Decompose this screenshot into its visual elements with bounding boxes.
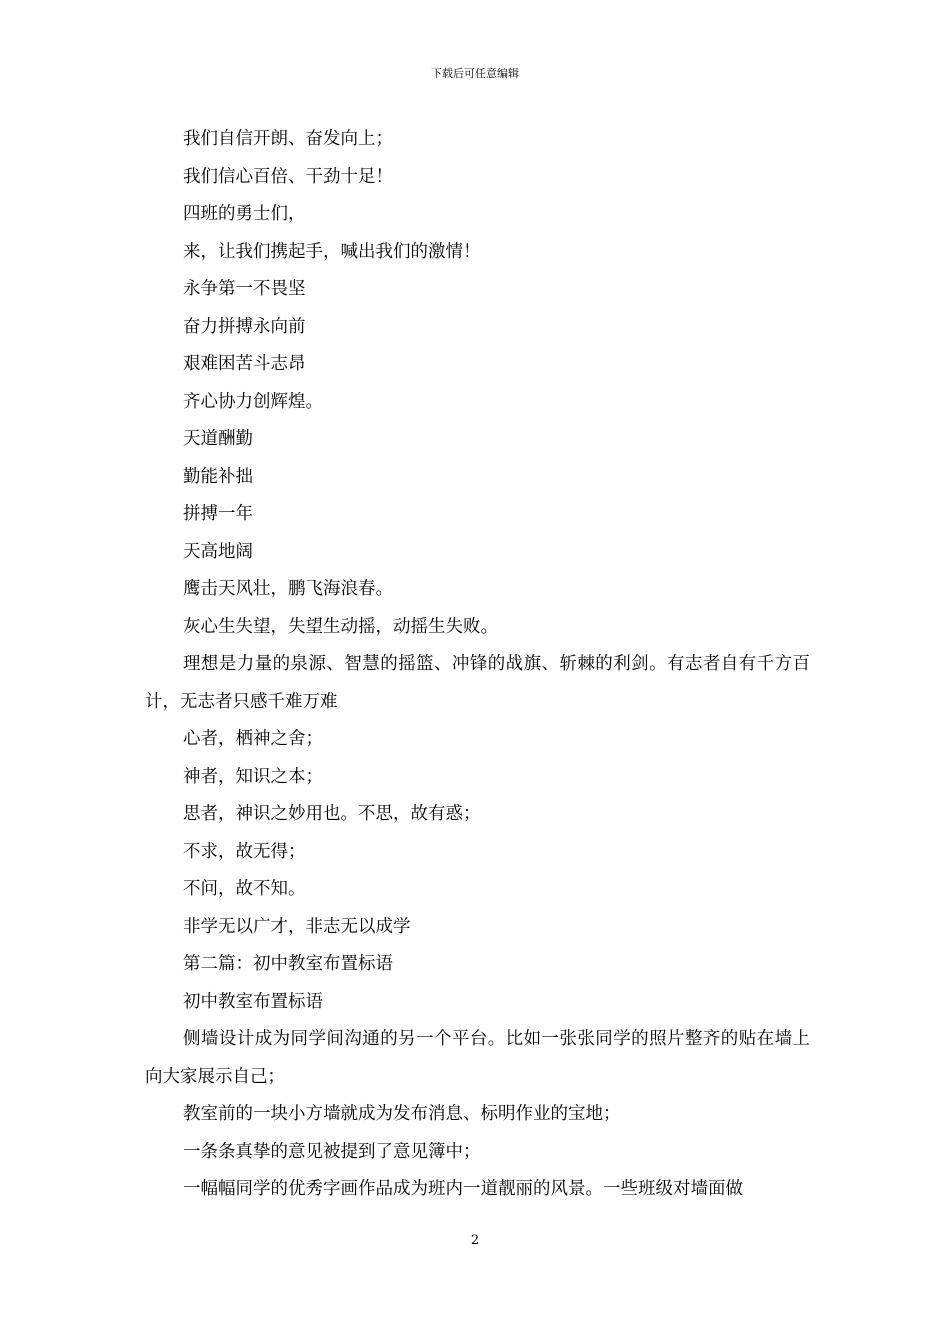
paragraph: 我们自信开朗、奋发向上； [183, 129, 393, 149]
paragraph: 不问，故不知。 [183, 879, 306, 899]
paragraph: 鹰击天风壮，鹏飞海浪春。 [183, 579, 393, 599]
paragraph: 四班的勇士们， [183, 204, 306, 224]
paragraph: 教室前的一块小方墙就成为发布消息、标明作业的宝地； [183, 1104, 621, 1124]
section-heading: 第二篇：初中教室布置标语 [183, 954, 393, 974]
page-number: 2 [470, 1233, 480, 1248]
paragraph: 理想是力量的泉源、智慧的摇篮、冲锋的战旗、斩棘的利剑。有志者自有千方百计，无志者只感千难万难 [145, 654, 810, 712]
document-body [145, 121, 810, 1209]
paragraph: 天高地阔 [183, 541, 253, 562]
paragraph: 心者，栖神之舍； [183, 729, 323, 749]
paragraph: 艰难困苦斗志昂 [183, 354, 306, 374]
paragraph: 拼搏一年 [183, 504, 253, 524]
section-subtitle: 初中教室布置标语 [183, 991, 323, 1012]
paragraph: 一条条真挚的意见被提到了意见簿中； [183, 1141, 481, 1162]
paragraph: 永争第一不畏坚 [183, 279, 306, 299]
paragraph: 天道酬勤 [183, 429, 253, 449]
paragraph: 一幅幅同学的优秀字画作品成为班内一道靓丽的风景。一些班级对墙面做 [183, 1179, 743, 1199]
paragraph: 神者，知识之本； [183, 766, 323, 787]
paragraph: 来，让我们携起手，喊出我们的激情！ [183, 241, 481, 262]
paragraph: 我们信心百倍、干劲十足！ [183, 166, 393, 187]
paragraph: 侧墙设计成为同学间沟通的另一个平台。比如一张张同学的照片整齐的贴在墙上向大家展示自己； [145, 1029, 810, 1087]
paragraph: 非学无以广才，非志无以成学 [183, 916, 411, 937]
page-header: 下载后可任意编辑 [431, 67, 519, 80]
paragraph: 齐心协力创辉煌。 [183, 391, 323, 412]
paragraph: 奋力拼搏永向前 [183, 316, 306, 337]
paragraph: 勤能补拙 [183, 466, 253, 487]
paragraph: 不求，故无得； [183, 841, 306, 862]
paragraph: 灰心生失望，失望生动摇，动摇生失败。 [183, 616, 498, 637]
paragraph: 思者，神识之妙用也。不思，故有惑； [183, 804, 481, 824]
